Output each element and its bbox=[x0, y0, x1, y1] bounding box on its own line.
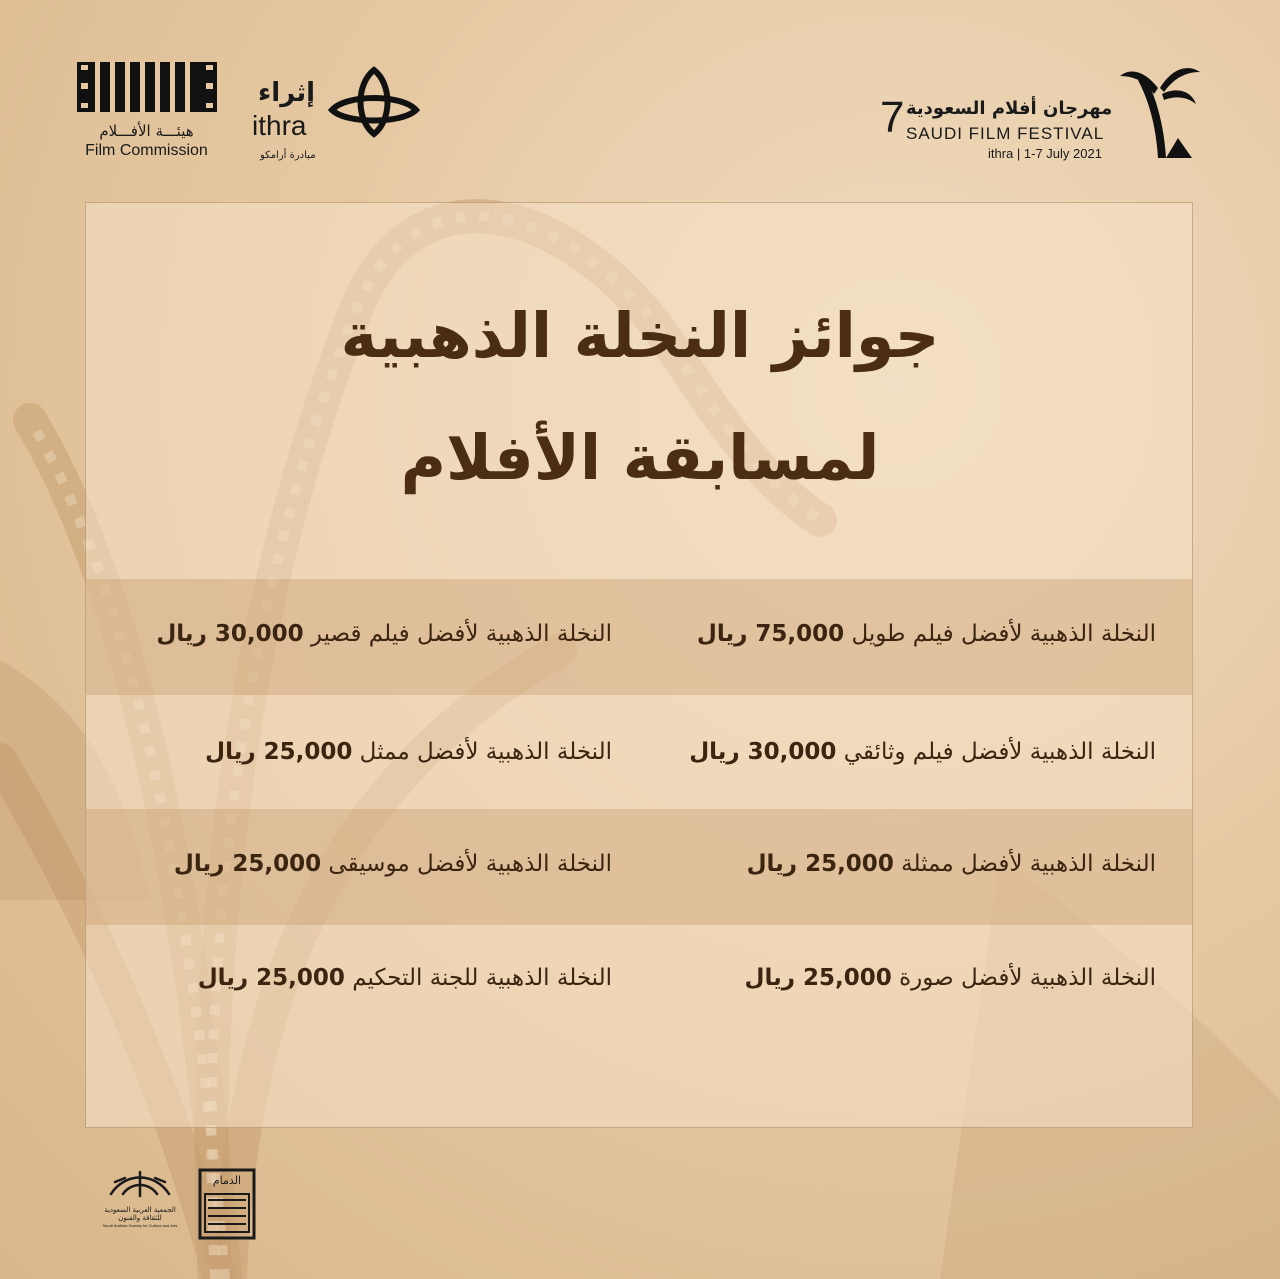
ithra-name-ar: إثراء bbox=[258, 78, 316, 108]
prize-label: النخلة الذهبية لأفضل ممثلة bbox=[901, 851, 1156, 877]
prize-label: النخلة الذهبية لأفضل ممثل bbox=[359, 739, 612, 765]
dammam-logo bbox=[198, 1168, 256, 1240]
prize-item bbox=[747, 851, 1156, 877]
saudi-film-festival-logo bbox=[870, 58, 1200, 164]
ithra-knot-icon bbox=[326, 64, 422, 140]
page-title-line-1: جوائز النخلة الذهبية bbox=[340, 299, 940, 372]
prize-amount: 25,000 ريال bbox=[173, 851, 322, 877]
palm-film-icon bbox=[1120, 58, 1200, 158]
prize-label: النخلة الذهبية لأفضل فيلم قصير bbox=[310, 621, 612, 647]
prize-item bbox=[198, 965, 612, 991]
prize-amount: 75,000 ريال bbox=[696, 621, 845, 647]
prize-amount: 30,000 ريال bbox=[156, 621, 304, 647]
culture-society-logo bbox=[96, 1168, 184, 1240]
prizes-panel bbox=[85, 202, 1193, 1128]
prize-amount: 30,000 ريال bbox=[689, 739, 837, 765]
festival-date: ithra | 1-7 July 2021 bbox=[988, 146, 1102, 161]
prize-amount: 25,000 ريال bbox=[205, 739, 353, 765]
film-commission-logo bbox=[74, 62, 219, 164]
prize-label: النخلة الذهبية لأفضل فيلم طويل bbox=[851, 621, 1156, 647]
film-commission-name-en: Film Commission bbox=[85, 142, 208, 159]
prize-item bbox=[745, 965, 1156, 991]
prize-label: النخلة الذهبية لأفضل فيلم وثائقي bbox=[843, 739, 1156, 765]
dammam-name-ar: الدمام bbox=[212, 1174, 242, 1187]
prize-label: النخلة الذهبية لأفضل صورة bbox=[899, 965, 1156, 991]
culture-society-name-ar: الجمعية العربية السعودية للثقافة والفنون bbox=[104, 1206, 176, 1223]
festival-edition: 7 bbox=[880, 93, 905, 142]
prize-item bbox=[156, 621, 612, 647]
prize-amount: 25,000 ريال bbox=[746, 851, 894, 877]
festival-name-ar: مهرجان أفلام السعودية bbox=[906, 98, 1113, 119]
prize-amount: 25,000 ريال bbox=[744, 965, 892, 991]
ithra-logo bbox=[250, 62, 425, 164]
culture-society-name-en: Saudi Arabian Society for Culture and Arts bbox=[102, 1222, 178, 1228]
prize-label: النخلة الذهبية لأفضل موسيقى bbox=[328, 851, 612, 877]
calligraphy-emblem-icon bbox=[105, 1168, 175, 1200]
prize-item bbox=[697, 621, 1156, 647]
film-commission-name-ar: هيئـــة الأفـــلام bbox=[99, 122, 194, 140]
film-strip-icon bbox=[77, 62, 217, 112]
ithra-name-en: ithra bbox=[252, 110, 307, 141]
prize-item bbox=[174, 851, 612, 877]
festival-name-en: SAUDI FILM FESTIVAL bbox=[906, 124, 1105, 143]
prize-item bbox=[689, 739, 1156, 765]
prize-amount: 25,000 ريال bbox=[197, 965, 345, 991]
prize-item bbox=[205, 739, 612, 765]
page-title-line-2: لمسابقة الأفلام bbox=[400, 421, 880, 494]
ithra-aramco-initiative: مبادرة أرامكو bbox=[260, 150, 316, 161]
prize-label: النخلة الذهبية للجنة التحكيم bbox=[352, 965, 612, 991]
